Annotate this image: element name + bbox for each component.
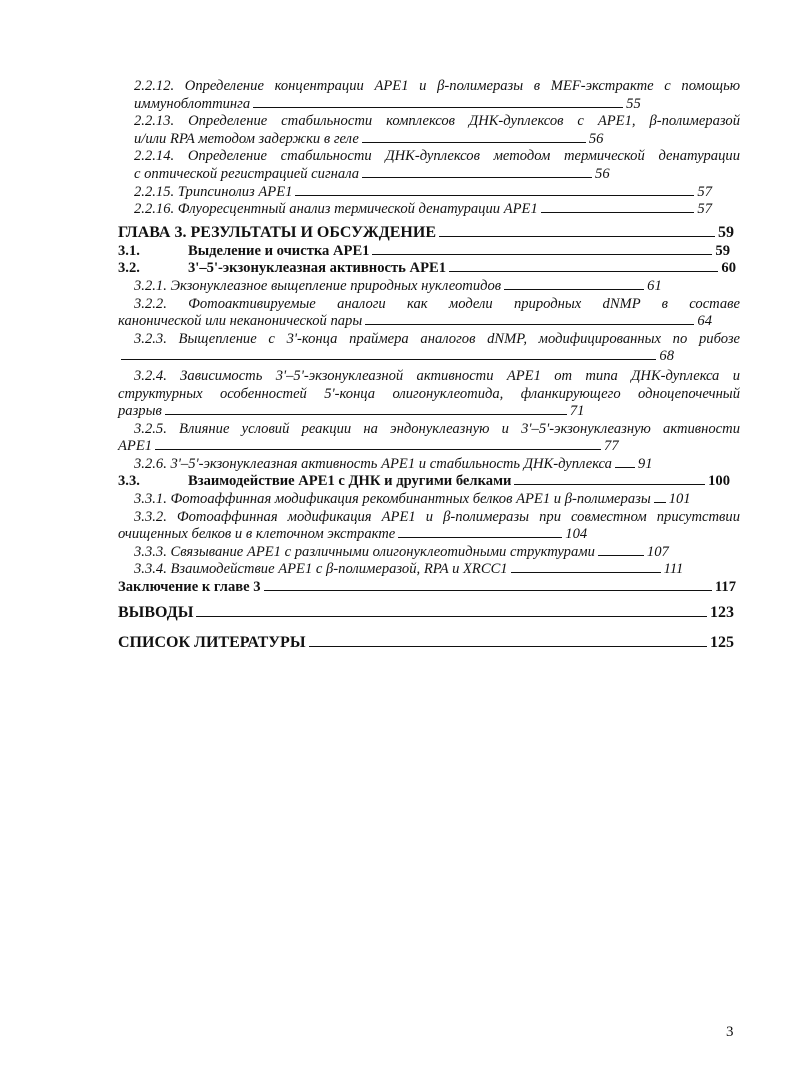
- toc-page: 117: [714, 579, 736, 596]
- toc-entry-3-2-4-line2: [118, 386, 740, 404]
- toc-chapter-3[interactable]: [118, 223, 740, 243]
- dot-leader: [165, 413, 567, 415]
- toc-entry-3-2-6[interactable]: [118, 456, 740, 474]
- toc-page: 55: [626, 95, 641, 112]
- toc-entry-2-2-16[interactable]: [118, 201, 740, 219]
- toc-entry-3-2-5-line1: [118, 421, 740, 439]
- toc-page: 61: [647, 277, 662, 294]
- dot-leader: [362, 176, 592, 178]
- toc-number: 3.3.: [118, 473, 140, 490]
- toc-page: 125: [710, 633, 734, 651]
- toc-entry-3-2-2-line1: [118, 296, 740, 314]
- toc-section-3-2[interactable]: [118, 260, 740, 278]
- toc-entry-2-2-13[interactable]: [118, 131, 740, 149]
- dot-leader: [196, 615, 707, 617]
- toc-text: 3.3.3. Связывание APE1 с различными олигонуклеотидными структурами: [134, 543, 595, 560]
- toc-page: 104: [565, 526, 588, 543]
- toc-references[interactable]: [118, 633, 740, 653]
- toc-text: 3.2.4. Зависимость 3'–5'-экзонуклеазной активности APE1 от типа ДНК-дуплекса и: [134, 367, 740, 384]
- toc-entry-3-2-5[interactable]: [118, 438, 740, 456]
- dot-leader: [449, 270, 718, 272]
- dot-leader: [362, 141, 586, 143]
- toc-text: APE1: [118, 438, 153, 455]
- toc-entry-2-2-12[interactable]: [118, 96, 740, 114]
- toc-entry-3-2-2[interactable]: [118, 313, 740, 331]
- toc-text: 3.2.3. Выщепление с 3'-конца праймера аналогов dNMP, модифицированных по рибозе: [134, 330, 740, 347]
- toc-entry-2-2-14-line1: [118, 148, 740, 166]
- toc-entry-2-2-13-line1: [118, 113, 740, 131]
- toc-page: 68: [659, 348, 674, 365]
- toc-entry-2-2-15[interactable]: [118, 184, 740, 202]
- dot-leader: [514, 483, 705, 485]
- toc-page: 107: [646, 543, 669, 560]
- toc-text: 3.3.1. Фотоаффинная модификация рекомбинантных белков APE1 и β-полимеразы: [134, 491, 651, 508]
- dot-leader: [155, 448, 601, 450]
- toc-entry-2-2-14[interactable]: [118, 166, 740, 184]
- toc-number: 3.1.: [118, 242, 140, 259]
- toc-text: 3.2.6. 3'–5'-экзонуклеазная активность APE1 и стабильность ДНК-дуплекса: [134, 455, 612, 472]
- page-number: 3: [726, 1024, 734, 1040]
- toc-page: 77: [604, 438, 619, 455]
- toc-page: 59: [715, 242, 730, 259]
- dot-leader: [398, 536, 562, 538]
- dot-leader: [264, 589, 712, 591]
- toc-text: иммуноблоттинга: [134, 95, 251, 112]
- toc-page: 101: [668, 491, 691, 508]
- toc-text: 3.2.5. Влияние условий реакции на эндонуклеазную и 3'–5'-экзонуклеазную активности: [134, 420, 740, 437]
- dot-leader: [654, 501, 666, 503]
- toc-text: 3.3.4. Взаимодействие APE1 с β-полимеразой, RPA и XRCC1: [134, 561, 508, 578]
- toc-page: 56: [588, 130, 604, 147]
- dot-leader: [439, 235, 715, 237]
- toc-entry-3-2-4[interactable]: [118, 403, 740, 421]
- toc-section-3-1[interactable]: [118, 243, 740, 261]
- toc-page: 60: [721, 260, 736, 277]
- toc-text: разрыв: [118, 403, 162, 420]
- toc-entry-3-3-3[interactable]: [118, 544, 740, 562]
- toc-entry-3-2-3[interactable]: [118, 348, 740, 366]
- toc-text: структурных особенностей 5'-конца олигонуклеотида, фланкирующего одноцепочечный: [118, 385, 740, 402]
- toc-page: 100: [708, 473, 730, 490]
- toc-page: 57: [697, 201, 712, 218]
- toc-text: очищенных белков и в клеточном экстракте: [118, 526, 396, 543]
- dot-leader: [253, 106, 623, 108]
- toc-page: 123: [710, 603, 734, 621]
- toc-text: 2.2.14. Определение стабильности ДНК-дуплексов методом термической денатурации: [134, 148, 740, 165]
- dot-leader: [504, 288, 644, 290]
- toc-number: 3.2.: [118, 260, 140, 277]
- toc-text: 3'–5'-экзонуклеазная активность APE1: [188, 260, 447, 277]
- toc-conclusion-3[interactable]: [118, 579, 740, 597]
- toc-text: канонической или неканонической пары: [118, 313, 363, 330]
- toc-text: Взаимодействие APE1 с ДНК и другими белками: [188, 473, 512, 490]
- toc-page: 57: [697, 183, 712, 200]
- toc-entry-3-3-1[interactable]: [118, 491, 740, 509]
- toc-text: ГЛАВА 3. РЕЗУЛЬТАТЫ И ОБСУЖДЕНИЕ: [118, 223, 436, 241]
- toc-page: 91: [637, 455, 653, 472]
- dot-leader: [295, 194, 694, 196]
- toc-text: 2.2.12. Определение концентрации APE1 и β-полимеразы в MEF-экстракте с помощью: [134, 78, 740, 94]
- toc-vyvody[interactable]: [118, 603, 740, 623]
- toc-page: 56: [595, 165, 610, 182]
- toc-entry-3-3-2-line1: [118, 509, 740, 527]
- toc-text: и/или RPA методом задержки в геле: [134, 130, 359, 147]
- dot-leader: [598, 554, 644, 556]
- toc-section-3-3[interactable]: [118, 473, 740, 491]
- dot-leader: [365, 323, 694, 325]
- toc-entry-3-3-2[interactable]: [118, 526, 740, 544]
- dot-leader: [615, 466, 635, 468]
- toc-text: 2.2.16. Флуоресцентный анализ термической денатурации APE1: [134, 201, 538, 218]
- toc-text: 2.2.15. Трипсинолиз APE1: [134, 183, 293, 200]
- dot-leader: [541, 211, 695, 213]
- toc-page: 111: [663, 561, 684, 578]
- toc-text: Выделение и очистка APE1: [188, 242, 370, 259]
- dot-leader: [511, 571, 661, 573]
- toc-text: 3.2.2. Фотоактивируемые аналоги как модели природных dNMP в составе: [134, 295, 740, 312]
- toc-text: 3.2.1. Экзонуклеазное выщепление природных нуклеотидов: [134, 277, 502, 294]
- toc-entry-3-2-4-line1: [118, 368, 740, 386]
- toc-text: с оптической регистрацией сигнала: [134, 165, 360, 182]
- toc-text: СПИСОК ЛИТЕРАТУРЫ: [118, 633, 306, 651]
- toc-text: 2.2.13. Определение стабильности комплексов ДНК-дуплексов с APE1, β-полимеразой: [134, 113, 740, 130]
- toc-text: ВЫВОДЫ: [118, 603, 194, 621]
- toc-entry-3-2-3-line1: [118, 331, 740, 349]
- toc-page: 71: [569, 403, 585, 420]
- toc-entry-2-2-12-line1: [118, 78, 740, 96]
- toc-page: 64: [697, 313, 712, 330]
- table-of-contents: [118, 78, 740, 653]
- toc-entry-3-2-1[interactable]: [118, 278, 740, 296]
- dot-leader: [121, 358, 656, 360]
- toc-entry-3-3-4[interactable]: [118, 561, 740, 579]
- toc-text: Заключение к главе 3: [118, 579, 261, 596]
- dot-leader: [309, 645, 707, 647]
- toc-text: 3.3.2. Фотоаффинная модификация APE1 и β-полимеразы при совместном присутствии: [134, 508, 740, 525]
- dot-leader: [372, 253, 712, 255]
- toc-page: 59: [718, 223, 734, 241]
